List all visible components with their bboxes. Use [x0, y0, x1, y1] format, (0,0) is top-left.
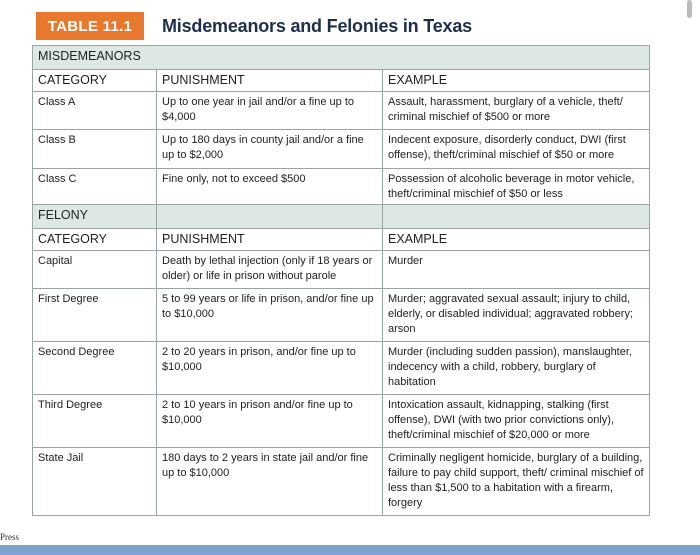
example-cell: Murder; aggravated sexual assault; injury to child, elderly, or disabled individual; aggravated robbery; arson: [383, 289, 650, 342]
example-cell: Indecent exposure, disorderly conduct, DWI (first offense), theft/criminal mischief of $50 or more: [383, 130, 650, 169]
punishment-cell: 180 days to 2 years in state jail and/or fine up to $10,000: [157, 448, 383, 516]
example-cell: Possession of alcoholic beverage in motor vehicle, theft/criminal mischief of $50 or less: [383, 169, 650, 205]
column-header-example: EXAMPLE: [383, 70, 650, 92]
punishment-cell: Up to one year in jail and/or a fine up to $4,000: [157, 92, 383, 130]
column-header-row: [33, 70, 650, 92]
punishment-cell: Up to 180 days in county jail and/or a fine up to $2,000: [157, 130, 383, 169]
example-cell: Murder (including sudden passion), manslaughter, indecency with a child, robbery, burglary of habitation: [383, 342, 650, 395]
table-row: [33, 130, 650, 169]
table-title: Misdemeanors and Felonies in Texas: [162, 15, 472, 36]
punishment-cell: 2 to 20 years in prison, and/or fine up to $10,000: [157, 342, 383, 395]
example-cell: Murder: [383, 251, 650, 289]
table-row: [33, 395, 650, 448]
section-empty-cell: [383, 205, 650, 229]
scroll-indicator[interactable]: [687, 0, 692, 18]
category-cell: State Jail: [33, 448, 157, 516]
section-empty-cell: [157, 205, 383, 229]
punishment-cell: 2 to 10 years in prison and/or fine up to $10,000: [157, 395, 383, 448]
category-cell: Class B: [33, 130, 157, 169]
column-header-punishment: PUNISHMENT: [157, 229, 383, 251]
category-cell: Capital: [33, 251, 157, 289]
section-label: MISDEMEANORS: [33, 46, 650, 70]
table-row: [33, 92, 650, 130]
footer-press-text: Press: [0, 532, 20, 542]
category-cell: First Degree: [33, 289, 157, 342]
punishment-cell: Death by lethal injection (only if 18 years or older) or life in prison without parole: [157, 251, 383, 289]
punishment-cell: Fine only, not to exceed $500: [157, 169, 383, 205]
punishment-cell: 5 to 99 years or life in prison, and/or fine up to $10,000: [157, 289, 383, 342]
crimes-table: [32, 45, 650, 516]
column-header-row: [33, 229, 650, 251]
table-row: [33, 448, 650, 516]
column-header-punishment: PUNISHMENT: [157, 70, 383, 92]
table-row: [33, 251, 650, 289]
table-row: [33, 169, 650, 205]
section-label: FELONY: [33, 205, 157, 229]
category-cell: Class A: [33, 92, 157, 130]
example-cell: Assault, harassment, burglary of a vehicle, theft/ criminal mischief of $500 or more: [383, 92, 650, 130]
example-cell: Criminally negligent homicide, burglary of a building, failure to pay child support, theft/ criminal mischief of less than $1,500 to a habitation with a firearm, forgery: [383, 448, 650, 516]
table-row: [33, 289, 650, 342]
table-header: [36, 12, 472, 40]
section-row-felony: [33, 205, 650, 229]
bottom-bar: [0, 545, 700, 555]
category-cell: Class C: [33, 169, 157, 205]
column-header-example: EXAMPLE: [383, 229, 650, 251]
category-cell: Third Degree: [33, 395, 157, 448]
section-row-misdemeanors: [33, 46, 650, 70]
column-header-category: CATEGORY: [33, 229, 157, 251]
example-cell: Intoxication assault, kidnapping, stalking (first offense), DWI (with two prior convictions only), theft/criminal mischief of $20,000 or more: [383, 395, 650, 448]
table-row: [33, 342, 650, 395]
table-number-tag: TABLE 11.1: [36, 12, 144, 40]
column-header-category: CATEGORY: [33, 70, 157, 92]
category-cell: Second Degree: [33, 342, 157, 395]
